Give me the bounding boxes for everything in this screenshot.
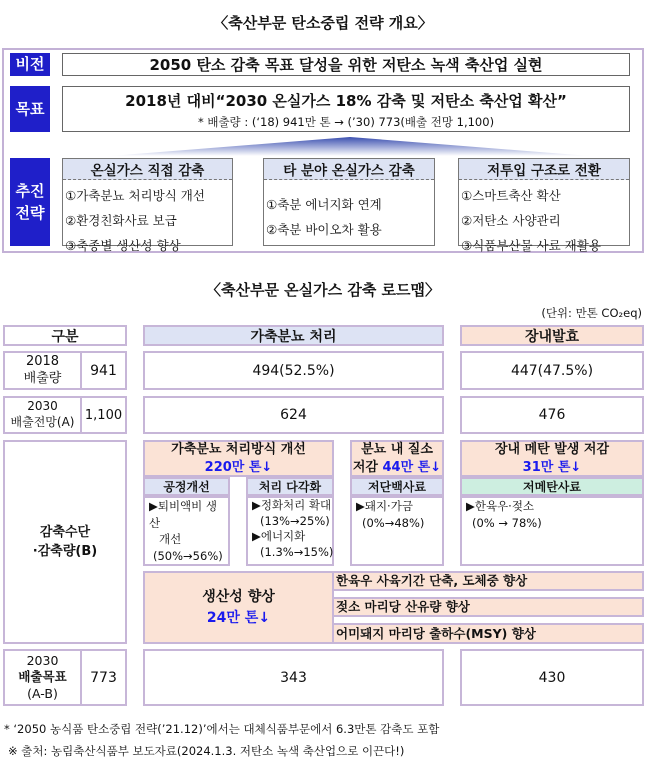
up-arrow-icon <box>110 134 590 158</box>
strategy-item: ①가축분뇨 처리방식 개선 <box>65 188 205 203</box>
row2018-year: 2018 <box>25 353 60 369</box>
row2030-desc: 배출전망(A) <box>10 415 75 429</box>
row2018-manure: 494(52.5%) <box>143 351 444 390</box>
goal-box <box>62 86 630 132</box>
methane-title: 장내 메탄 발생 저감 <box>494 441 610 457</box>
strategy-item: ①스마트축산 확산 <box>461 188 561 203</box>
target-manure: 343 <box>143 649 444 706</box>
strategy-title: 저투입 구조로 전환 <box>459 159 629 180</box>
row2030-label <box>3 396 82 434</box>
header-category: 구분 <box>3 325 127 346</box>
nitrogen-amount: 44만 톤↓ <box>382 459 442 475</box>
header-enteric: 장내발효 <box>460 325 644 346</box>
reduction-label-1: 감축수단 <box>39 524 91 540</box>
row2030-year: 2030 <box>27 399 58 414</box>
goal-note: * 배출량 : (‘18) 941만 톤 → (’30) 773(배출 전망 1,100) <box>197 115 495 129</box>
unit-label: (단위: 만톤 CO₂eq) <box>541 306 642 320</box>
diversify-detail <box>246 496 334 566</box>
strategy-title: 온실가스 직접 감축 <box>63 159 232 180</box>
manure-method-header <box>143 440 334 477</box>
low-methane-title: 저메탄사료 <box>460 477 644 496</box>
strategy-label-2: 전략 <box>15 204 45 222</box>
row2018-desc: 배출량 <box>23 370 62 386</box>
nitrogen-header <box>350 440 444 477</box>
low-protein-title: 저단백사료 <box>350 477 444 496</box>
detail-line: ▶돼지·가금 <box>356 499 413 513</box>
nitrogen-title: 분뇨 내 질소 <box>361 441 433 457</box>
target-desc: 배출목표 <box>18 669 67 685</box>
diversify-title: 처리 다각화 <box>246 477 334 496</box>
row2030-manure: 624 <box>143 396 444 434</box>
detail-line: ▶한육우·젖소 <box>466 499 535 513</box>
manure-method-title: 가축분뇨 처리방식 개선 <box>171 441 306 457</box>
vision-label: 비전 <box>10 53 50 76</box>
target-label <box>3 649 82 706</box>
detail-line: (50%→56%) <box>153 549 223 564</box>
target-total: 773 <box>80 649 127 706</box>
methane-amount: 31만 톤↓ <box>522 459 582 475</box>
header-manure: 가축분뇨 처리 <box>143 325 444 346</box>
strategy-box-lowinput <box>458 158 630 253</box>
productivity-item: 한육우 사육기간 단축, 도체중 향상 <box>332 571 644 591</box>
row2030-enteric: 476 <box>460 396 644 434</box>
strategy-label-1: 추진 <box>15 181 45 200</box>
detail-line: 개선 <box>159 532 182 547</box>
row2030-total: 1,100 <box>80 396 127 434</box>
reduction-label <box>3 440 127 644</box>
detail-line: ▶정화처리 확대 <box>252 498 332 512</box>
strategy-item: ②저탄소 사양관리 <box>461 213 561 228</box>
strategy-item: ①축분 에너지화 연계 <box>266 197 382 212</box>
productivity-item: 젖소 마리당 산유량 향상 <box>332 597 644 617</box>
productivity-header <box>143 571 334 644</box>
target-year: 2030 <box>26 653 59 669</box>
footnote: * ‘2050 농식품 탄소중립 전략(’21.12)’에서는 대체식품부문에서 6.3만톤 감축도 포함 <box>4 722 440 736</box>
productivity-title: 생산성 향상 <box>202 588 275 605</box>
manure-method-amount: 220만 톤↓ <box>204 459 273 475</box>
detail-line: (13%→25%) <box>260 513 330 528</box>
row2018-enteric: 447(47.5%) <box>460 351 644 390</box>
methane-header <box>460 440 644 477</box>
target-formula: (A-B) <box>27 685 58 701</box>
strategy-title: 타 분야 온실가스 감축 <box>264 159 434 180</box>
row2018-total: 941 <box>80 351 127 390</box>
strategy-item: ③축종별 생산성 향상 <box>65 238 181 253</box>
overview-title: 〈축산부문 탄소중립 전략 개요〉 <box>213 14 433 32</box>
process-detail <box>143 496 230 566</box>
target-enteric: 430 <box>460 649 644 706</box>
strategy-label <box>10 158 50 246</box>
vision-text: 2050 탄소 감축 목표 달성을 위한 저탄소 녹색 축산업 실현 <box>62 53 630 76</box>
low-protein-detail <box>350 496 444 566</box>
goal-label: 목표 <box>10 86 50 132</box>
detail-line: ▶에너지화 <box>252 529 306 544</box>
source-note: ※ 출처: 농림축산식품부 보도자료(2024.1.3. 저탄소 녹색 축산업으로 이끈다!) <box>8 744 405 758</box>
row2018-label <box>3 351 82 390</box>
process-title: 공정개선 <box>143 477 230 496</box>
goal-text: 2018년 대비“2030 온실가스 18% 감축 및 저탄소 축산업 확산” <box>125 92 567 110</box>
detail-line: (0% → 78%) <box>472 515 542 530</box>
nitrogen-title-2: 저감 <box>352 459 383 475</box>
detail-line: ▶퇴비액비 생산 <box>149 499 218 530</box>
strategy-box-other <box>263 158 435 246</box>
productivity-amount: 24만 톤↓ <box>206 609 271 626</box>
strategy-box-direct <box>62 158 233 253</box>
low-methane-detail <box>460 496 644 566</box>
strategy-item: ②환경친화사료 보급 <box>65 213 177 228</box>
strategy-item: ②축분 바이오차 활용 <box>266 222 382 237</box>
roadmap-title: 〈축산부문 온실가스 감축 로드맵〉 <box>205 281 441 299</box>
detail-line: (0%→48%) <box>362 515 425 530</box>
strategy-item: ③식품부산물 사료 재활용 <box>461 238 601 253</box>
productivity-item: 어미돼지 마리당 출하수(MSY) 향상 <box>332 623 644 644</box>
detail-line: (1.3%→15%) <box>260 544 334 559</box>
reduction-label-2: ·감축량(B) <box>32 544 98 559</box>
